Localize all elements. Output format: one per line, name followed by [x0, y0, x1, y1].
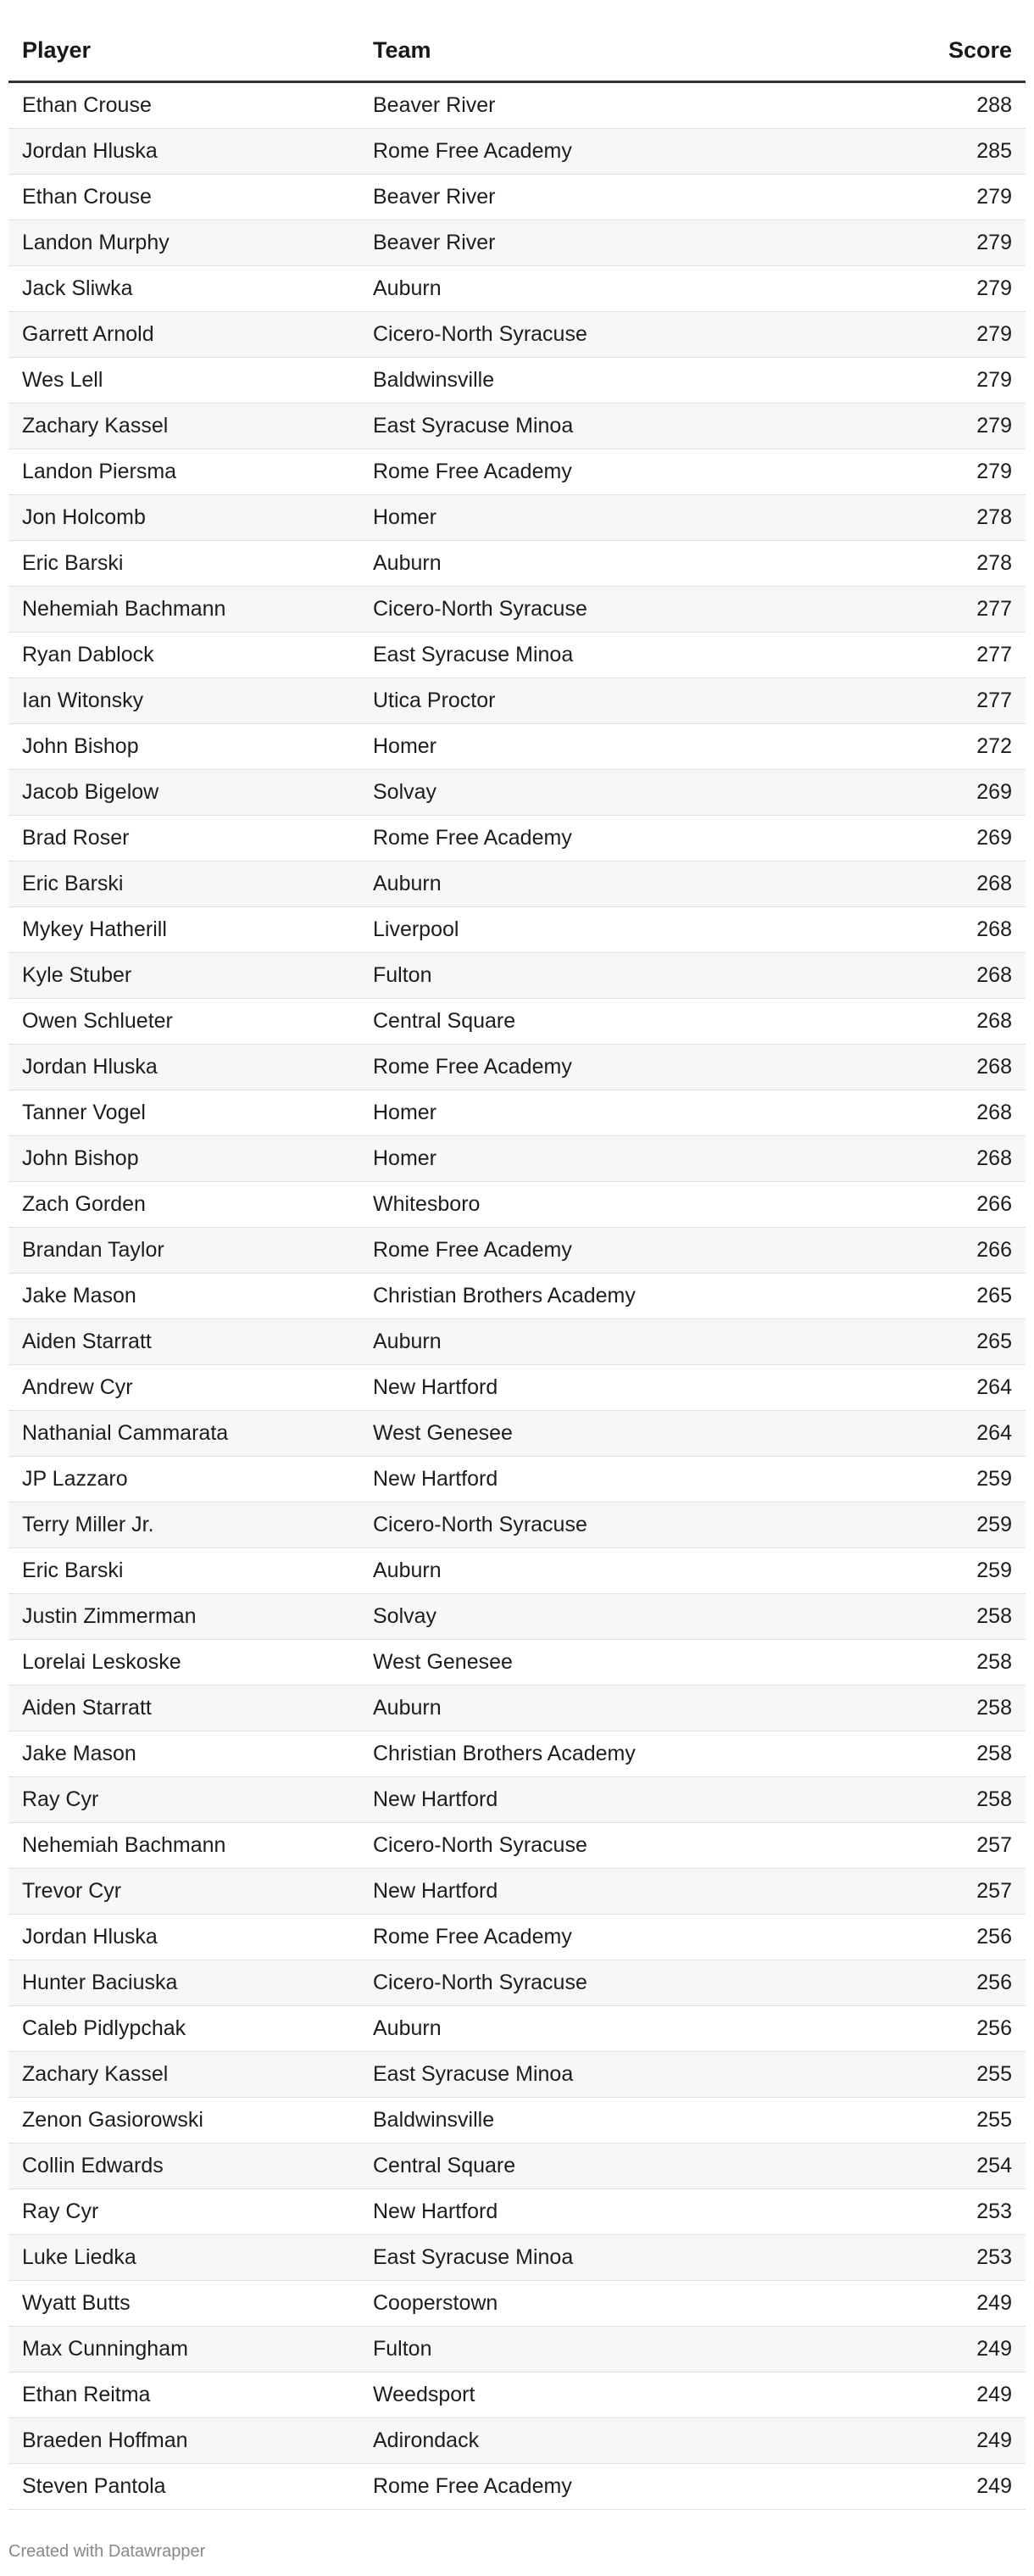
player-cell: Brad Roser	[22, 826, 130, 850]
table-row	[8, 449, 1026, 495]
table-row	[8, 861, 1026, 907]
player-cell: Zenon Gasiorowski	[22, 2108, 203, 2132]
team-cell: Rome Free Academy	[373, 2474, 572, 2498]
team-cell: Baldwinsville	[373, 368, 495, 392]
table-row	[8, 404, 1026, 449]
table-row	[8, 2281, 1026, 2327]
score-cell: 268	[976, 963, 1012, 987]
team-cell: Liverpool	[373, 917, 459, 941]
player-cell: Zachary Kassel	[22, 414, 169, 438]
team-cell: Cicero-North Syracuse	[373, 1833, 587, 1857]
score-cell: 278	[976, 505, 1012, 529]
table-row	[8, 495, 1026, 541]
table-row	[8, 2006, 1026, 2052]
player-cell: Ryan Dablock	[22, 643, 154, 666]
datawrapper-credit[interactable]: Created with Datawrapper	[8, 2542, 206, 2561]
table-row	[8, 1319, 1026, 1365]
score-cell: 256	[976, 1971, 1012, 1994]
score-cell: 268	[976, 1146, 1012, 1170]
table-row	[8, 1594, 1026, 1640]
score-cell: 249	[976, 2383, 1012, 2406]
player-cell: Caleb Pidlypchak	[22, 2016, 186, 2040]
team-cell: East Syracuse Minoa	[373, 643, 574, 666]
player-cell: Jack Sliwka	[22, 276, 133, 300]
team-cell: Auburn	[373, 872, 442, 895]
table-row	[8, 1823, 1026, 1869]
score-cell: 279	[976, 368, 1012, 392]
team-cell: Auburn	[373, 276, 442, 300]
table-row	[8, 724, 1026, 770]
table-header	[8, 22, 1026, 83]
table-row	[8, 129, 1026, 175]
player-cell: Zach Gorden	[22, 1192, 146, 1216]
table-row	[8, 220, 1026, 266]
column-header-score[interactable]: Score	[948, 37, 1012, 63]
team-cell: Cicero-North Syracuse	[373, 597, 587, 621]
team-cell: New Hartford	[373, 2200, 498, 2223]
table-row	[8, 1365, 1026, 1411]
score-cell: 268	[976, 917, 1012, 941]
score-cell: 277	[976, 597, 1012, 621]
table-row	[8, 1777, 1026, 1823]
table-row	[8, 1045, 1026, 1090]
score-cell: 257	[976, 1833, 1012, 1857]
table-row	[8, 999, 1026, 1045]
score-cell: 249	[976, 2474, 1012, 2498]
player-cell: Aiden Starratt	[22, 1696, 152, 1720]
player-cell: Nathanial Cammarata	[22, 1421, 229, 1445]
player-cell: John Bishop	[22, 1146, 139, 1170]
score-cell: 249	[976, 2291, 1012, 2315]
table-row	[8, 1274, 1026, 1319]
team-cell: Rome Free Academy	[373, 1055, 572, 1079]
table-row	[8, 770, 1026, 816]
player-cell: Jake Mason	[22, 1742, 136, 1765]
score-cell: 288	[976, 93, 1012, 117]
table-row	[8, 2372, 1026, 2418]
team-cell: Beaver River	[373, 93, 496, 117]
table-row	[8, 633, 1026, 678]
table-row	[8, 175, 1026, 220]
team-cell: Rome Free Academy	[373, 1238, 572, 1262]
table-row	[8, 587, 1026, 633]
team-cell: Cicero-North Syracuse	[373, 1513, 587, 1536]
team-cell: East Syracuse Minoa	[373, 414, 574, 438]
player-cell: Owen Schlueter	[22, 1009, 173, 1033]
player-cell: Eric Barski	[22, 1558, 124, 1582]
team-cell: Solvay	[373, 780, 437, 804]
table-body	[8, 83, 1026, 2510]
team-cell: Central Square	[373, 1009, 516, 1033]
table-row	[8, 2235, 1026, 2281]
score-cell: 269	[976, 826, 1012, 850]
team-cell: Auburn	[373, 551, 442, 575]
player-cell: Kyle Stuber	[22, 963, 132, 987]
table-row	[8, 2418, 1026, 2464]
table-row	[8, 1090, 1026, 1136]
table-row	[8, 953, 1026, 999]
team-cell: West Genesee	[373, 1650, 513, 1674]
table-row	[8, 2144, 1026, 2189]
player-cell: Ray Cyr	[22, 2200, 99, 2223]
column-header-player[interactable]: Player	[22, 37, 92, 63]
player-cell: Eric Barski	[22, 551, 124, 575]
player-cell: Ethan Crouse	[22, 93, 152, 117]
player-cell: Garrett Arnold	[22, 322, 154, 346]
data-table	[8, 22, 1026, 2510]
table-row	[8, 1686, 1026, 1731]
player-cell: Collin Edwards	[22, 2154, 164, 2177]
team-cell: Auburn	[373, 1330, 442, 1353]
table-row	[8, 2189, 1026, 2235]
table-row	[8, 1869, 1026, 1915]
score-cell: 258	[976, 1742, 1012, 1765]
score-cell: 254	[976, 2154, 1012, 2177]
team-cell: Homer	[373, 1146, 437, 1170]
player-cell: Hunter Baciuska	[22, 1971, 178, 1994]
table-row	[8, 2464, 1026, 2510]
score-cell: 266	[976, 1192, 1012, 1216]
team-cell: Weedsport	[373, 2383, 475, 2406]
score-cell: 259	[976, 1558, 1012, 1582]
table-row	[8, 1640, 1026, 1686]
score-cell: 279	[976, 414, 1012, 438]
score-cell: 279	[976, 460, 1012, 483]
table-row	[8, 1136, 1026, 1182]
table-row	[8, 1548, 1026, 1594]
player-cell: Landon Piersma	[22, 460, 177, 483]
team-cell: Cooperstown	[373, 2291, 498, 2315]
score-cell: 268	[976, 1101, 1012, 1124]
score-cell: 278	[976, 551, 1012, 575]
score-cell: 255	[976, 2108, 1012, 2132]
player-cell: Luke Liedka	[22, 2245, 136, 2269]
team-cell: East Syracuse Minoa	[373, 2245, 574, 2269]
team-cell: Rome Free Academy	[373, 826, 572, 850]
team-cell: Homer	[373, 1101, 437, 1124]
table-row	[8, 1503, 1026, 1548]
player-cell: Ray Cyr	[22, 1787, 99, 1811]
player-cell: Landon Murphy	[22, 231, 170, 254]
score-cell: 258	[976, 1696, 1012, 1720]
score-cell: 255	[976, 2062, 1012, 2086]
column-header-team[interactable]: Team	[373, 37, 431, 63]
score-cell: 266	[976, 1238, 1012, 1262]
score-cell: 256	[976, 1925, 1012, 1949]
score-cell: 268	[976, 1055, 1012, 1079]
table-row	[8, 2052, 1026, 2098]
score-cell: 277	[976, 689, 1012, 712]
table-row	[8, 907, 1026, 953]
score-cell: 279	[976, 231, 1012, 254]
team-cell: Christian Brothers Academy	[373, 1284, 636, 1308]
player-cell: Lorelai Leskoske	[22, 1650, 181, 1674]
player-cell: Terry Miller Jr.	[22, 1513, 154, 1536]
player-cell: Nehemiah Bachmann	[22, 1833, 226, 1857]
score-cell: 268	[976, 872, 1012, 895]
team-cell: Fulton	[373, 963, 432, 987]
table-row	[8, 312, 1026, 358]
player-cell: Ethan Crouse	[22, 185, 152, 209]
score-cell: 258	[976, 1604, 1012, 1628]
table-row	[8, 541, 1026, 587]
player-cell: Andrew Cyr	[22, 1375, 133, 1399]
table-row	[8, 83, 1026, 129]
score-cell: 277	[976, 643, 1012, 666]
team-cell: Rome Free Academy	[373, 460, 572, 483]
table-row	[8, 266, 1026, 312]
team-cell: Cicero-North Syracuse	[373, 1971, 587, 1994]
team-cell: Auburn	[373, 1558, 442, 1582]
player-cell: Brandan Taylor	[22, 1238, 164, 1262]
team-cell: Fulton	[373, 2337, 432, 2361]
score-cell: 269	[976, 780, 1012, 804]
player-cell: Trevor Cyr	[22, 1879, 122, 1903]
score-cell: 279	[976, 276, 1012, 300]
score-cell: 285	[976, 139, 1012, 163]
score-cell: 259	[976, 1513, 1012, 1536]
team-cell: Auburn	[373, 2016, 442, 2040]
table-row	[8, 678, 1026, 724]
team-cell: Whitesboro	[373, 1192, 481, 1216]
score-cell: 258	[976, 1787, 1012, 1811]
score-cell: 259	[976, 1467, 1012, 1491]
player-cell: Jake Mason	[22, 1284, 136, 1308]
player-cell: Ian Witonsky	[22, 689, 144, 712]
score-cell: 279	[976, 322, 1012, 346]
player-cell: Jordan Hluska	[22, 1055, 158, 1079]
team-cell: Central Square	[373, 2154, 516, 2177]
team-cell: New Hartford	[373, 1375, 498, 1399]
team-cell: Rome Free Academy	[373, 139, 572, 163]
team-cell: New Hartford	[373, 1879, 498, 1903]
player-cell: Justin Zimmerman	[22, 1604, 197, 1628]
score-cell: 264	[976, 1421, 1012, 1445]
team-cell: Beaver River	[373, 231, 496, 254]
team-cell: Cicero-North Syracuse	[373, 322, 587, 346]
player-cell: Jon Holcomb	[22, 505, 146, 529]
player-cell: Eric Barski	[22, 872, 124, 895]
player-cell: Mykey Hatherill	[22, 917, 167, 941]
score-cell: 253	[976, 2245, 1012, 2269]
player-cell: Max Cunningham	[22, 2337, 188, 2361]
team-cell: New Hartford	[373, 1787, 498, 1811]
score-cell: 265	[976, 1284, 1012, 1308]
team-cell: Adirondack	[373, 2428, 480, 2452]
player-cell: JP Lazzaro	[22, 1467, 128, 1491]
score-cell: 253	[976, 2200, 1012, 2223]
table-row	[8, 1915, 1026, 1960]
player-cell: John Bishop	[22, 734, 139, 758]
player-cell: Zachary Kassel	[22, 2062, 169, 2086]
player-cell: Jordan Hluska	[22, 139, 158, 163]
team-cell: Utica Proctor	[373, 689, 496, 712]
team-cell: Baldwinsville	[373, 2108, 495, 2132]
score-cell: 279	[976, 185, 1012, 209]
score-cell: 265	[976, 1330, 1012, 1353]
score-cell: 268	[976, 1009, 1012, 1033]
player-cell: Ethan Reitma	[22, 2383, 151, 2406]
table-row	[8, 1457, 1026, 1503]
team-cell: Solvay	[373, 1604, 437, 1628]
score-cell: 258	[976, 1650, 1012, 1674]
table-row	[8, 2327, 1026, 2372]
score-cell: 272	[976, 734, 1012, 758]
score-cell: 249	[976, 2428, 1012, 2452]
player-cell: Jacob Bigelow	[22, 780, 159, 804]
table-row	[8, 1228, 1026, 1274]
table-row	[8, 358, 1026, 404]
team-cell: Rome Free Academy	[373, 1925, 572, 1949]
player-cell: Jordan Hluska	[22, 1925, 158, 1949]
team-cell: Auburn	[373, 1696, 442, 1720]
player-cell: Braeden Hoffman	[22, 2428, 188, 2452]
table-row	[8, 1731, 1026, 1777]
score-cell: 264	[976, 1375, 1012, 1399]
score-cell: 249	[976, 2337, 1012, 2361]
team-cell: East Syracuse Minoa	[373, 2062, 574, 2086]
team-cell: Christian Brothers Academy	[373, 1742, 636, 1765]
player-cell: Nehemiah Bachmann	[22, 597, 226, 621]
player-cell: Wyatt Butts	[22, 2291, 131, 2315]
team-cell: New Hartford	[373, 1467, 498, 1491]
player-cell: Aiden Starratt	[22, 1330, 152, 1353]
team-cell: Homer	[373, 734, 437, 758]
table-row	[8, 1960, 1026, 2006]
team-cell: Homer	[373, 505, 437, 529]
team-cell: West Genesee	[373, 1421, 513, 1445]
player-cell: Tanner Vogel	[22, 1101, 146, 1124]
score-cell: 257	[976, 1879, 1012, 1903]
player-cell: Steven Pantola	[22, 2474, 166, 2498]
table-row	[8, 1411, 1026, 1457]
table-row	[8, 2098, 1026, 2144]
table-row	[8, 1182, 1026, 1228]
player-cell: Wes Lell	[22, 368, 103, 392]
table-row	[8, 816, 1026, 861]
team-cell: Beaver River	[373, 185, 496, 209]
score-cell: 256	[976, 2016, 1012, 2040]
